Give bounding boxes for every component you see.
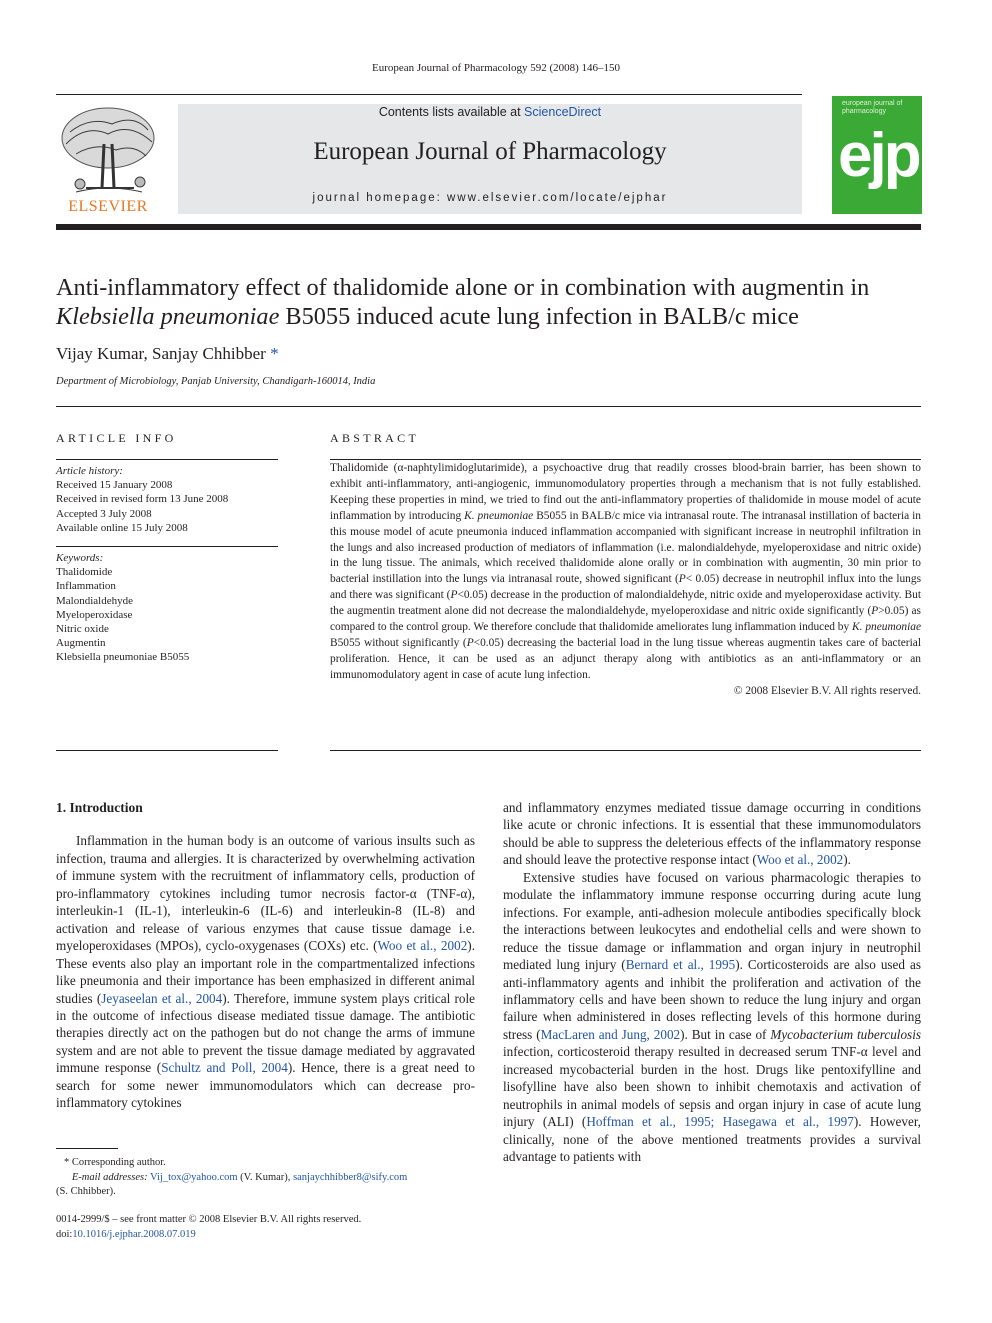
intro-paragraph-3: Extensive studies have focused on various pharmacologic therapies to modulate the inflammatory immune response occurring during acute lung infections. For example, anti-adhesion molecule antibodies specifically block the interactions between leukocytes and endothelial cells and were shown to reduce the tissue damage or inflammation and organ injury in neutrophil mediated lung injury (Bernard et al., 1995). Corticosteroids are also used as anti-inflammatory agents and inhibit the proliferation and activation of the inflammatory cells and have been shown to reduce the lung injury and organ failure when administered in doses reflecting levels of this hormone during stress (MacLaren and Jung, 2002). But in case of Mycobacterium tuberculosis infection, corticosteroid therapy resulted in decreased serum TNF-α level and increased mycobacterial burden in the host. Drugs like pentoxifylline and lisofylline have also been shown to inhibit chemotaxis and activation of neutrophils in animal models of sepsis and organ injury in case of acute lung injury (ALI) (Hoffman et al., 1995; Hasegawa et al., 1997). However, clinically, none of the above mentioned treatments provides a survival advantage to patients with <box>503 869 921 1165</box>
section-heading: 1. Introduction <box>56 800 143 815</box>
article-history: Article history: Received 15 January 2008 Received in revised form 13 June 2008 Accepted 3 July 2008 Available online 15 July 2008 <box>56 464 278 535</box>
keywords: Keywords: Thalidomide Inflammation Malondialdehyde Myeloperoxidase Nitric oxide Augmentin Klebsiella pneumoniae B5055 <box>56 551 278 665</box>
intro-paragraph-1: Inflammation in the human body is an outcome of various insults such as infection, trauma and allergies. It is characterized by overwhelming activation of immune system with the recruitment of inflammatory cells, production of pro-inflammatory cytokines including tumor necrosis factor-α (TNF-α), interleukin-1 (IL-1), interleukin-6 (IL-6) and interleukin-8 (IL-8) and activation and release of various enzymes that cause tissue damage i.e. myeloperoxidases (MPOs), cyclo-oxygenases (COXs) etc. (Woo et al., 2002). These events also play an important role in the compartmentalized infections like pneumonia and their importance has been emphasized in different animal studies (Jeyaseelan et al., 2004). Therefore, immune system plays critical role in the outcome of infectious disease mediated tissue damage. The antibiotic therapies directly act on the pathogen but do not change the arms of immune system and are not able to prevent the tissue damage mediated by aggravated immune response (Schultz and Poll, 2004). Hence, there is a great need to search for some newer immunomodulators which can decrease pro-inflammatory cytokines <box>56 833 475 1111</box>
footnote-rule <box>56 1148 118 1149</box>
article-info-rule <box>56 459 278 460</box>
abstract-bottom-rule <box>330 750 921 751</box>
citation-link[interactable]: Woo et al., 2002 <box>377 938 468 954</box>
abstract-heading: ABSTRACT <box>330 431 420 445</box>
publisher-wordmark: ELSEVIER <box>68 198 148 215</box>
email-link[interactable]: sanjaychhibber8@sify.com <box>293 1171 408 1183</box>
footnotes: * Corresponding author. E-mail addresses: Vij_tox@yahoo.com (V. Kumar), sanjaychhibber8@sify.com (S. Chhibber). <box>56 1157 408 1197</box>
citation-link[interactable]: Hoffman et al., 1995; Hasegawa et al., 1997 <box>586 1114 854 1130</box>
journal-homepage[interactable]: journal homepage: www.elsevier.com/locate/ejphar <box>312 192 668 204</box>
keyword-item: Augmentin <box>56 637 106 650</box>
citation-link[interactable]: Bernard et al., 1995 <box>625 957 736 973</box>
contents-line: Contents lists available at ScienceDirect <box>378 105 602 119</box>
authors: Vijay Kumar, Sanjay Chhibber * <box>56 344 279 363</box>
history-item: Received in revised form 13 June 2008 <box>56 493 229 506</box>
affiliation: Department of Microbiology, Panjab University, Chandigarh-160014, India <box>56 376 376 387</box>
article-title: Anti-inflammatory effect of thalidomide alone or in combination with augmentin in Klebsiella pneumoniae B5055 induced acute lung infection in BALB/c mice <box>56 274 870 330</box>
journal-cover <box>832 96 922 214</box>
intro-column-1 <box>56 799 475 1112</box>
citation-link[interactable]: Jeyaseelan et al., 2004 <box>101 990 223 1006</box>
publisher-logo <box>56 104 160 216</box>
abstract-text: Thalidomide (α-naphtylimidoglutarimide), a psychoactive drug that readily crosses blood-brain barrier, has been shown to exhibit anti-inflammatory, anti-angiogenic, immunomodulatory properties through a mechanism that is not fully established. Keeping these properties in mind, we tried to find out the anti-inflammatory properties of thalidomide in mouse model of acute inflammation by introducing K. pneumoniae B5055 in BALB/c mice via intranasal route. The intranasal instillation of bacteria in this mouse model of acute pneumonia induced inflammation accompanied with significant increase in neutrophil infiltration in the lungs and also increased production of mediators of inflammation (i.e. malondialdehyde, myeloperoxidase and nitric oxide) in the lung tissue. The animals, which received thalidomide alone orally or in combination with augmentin, 30 min prior to bacterial instillation into the lungs via intranasal route, showed significant (P< 0.05) decrease in neutrophil influx into the lungs and there was significant (P<0.05) decrease in the production of malondialdehyde, nitric oxide and myeloperoxidase activity. But the augmentin treatment alone did not decrease the malondialdehyde, myeloperoxidase and nitric oxide significantly (P>0.05) as compared to the control group. We therefore conclude that thalidomide ameliorates lung inflammation induced by K. pneumoniae B5055 without significantly (P<0.05) decreasing the bacterial load in the lung tissue whereas augmentin takes care of bacterial proliferation. Hence, it can be used as an adjunct therapy along with antibiotics as an anti-inflammatory or an immunomodulatory agent in case of acute lung infection. © 2008 Elsevier B.V. All rights reserved. <box>330 461 921 700</box>
intro-paragraph-2: and inflammatory enzymes mediated tissue damage occurring in conditions like acute or chronic infections. It is essential that these immunomodulators should be able to suppress the deleterious effects of the inflammatory response and should leave the protective response intact (Woo et al., 2002). <box>503 800 921 868</box>
keyword-item: Thalidomide <box>56 566 113 579</box>
history-item: Accepted 3 July 2008 <box>56 507 152 520</box>
masthead-rule <box>56 224 921 230</box>
email-link[interactable]: Vij_tox@yahoo.com <box>150 1171 238 1183</box>
keyword-item: Myeloperoxidase <box>56 608 133 621</box>
header-rule <box>56 94 802 95</box>
copyright: © 2008 Elsevier B.V. All rights reserved. <box>733 684 921 697</box>
citation-link[interactable]: MacLaren and Jung, 2002 <box>540 1026 681 1042</box>
journal-banner <box>178 104 802 214</box>
title-rule <box>56 406 921 407</box>
cover-logo: ejp <box>838 121 919 190</box>
cover-title: european journal of pharmacology <box>842 100 903 115</box>
running-head: European Journal of Pharmacology 592 (2008) 146–150 <box>371 62 621 74</box>
doi-link[interactable]: 10.1016/j.ejphar.2008.07.019 <box>72 1228 196 1240</box>
citation-link[interactable]: Woo et al., 2002 <box>756 852 844 868</box>
corresponding-author-mark[interactable]: * <box>270 344 279 363</box>
journal-title: European Journal of Pharmacology <box>313 138 667 165</box>
keyword-item: Malondialdehyde <box>56 594 133 607</box>
info-bottom-rule <box>56 750 278 751</box>
citation-link[interactable]: Schultz and Poll, 2004 <box>161 1060 288 1076</box>
elsevier-tree-icon <box>56 104 160 200</box>
history-item: Available online 15 July 2008 <box>56 521 188 534</box>
keyword-item: Inflammation <box>56 580 116 593</box>
abstract-rule <box>330 459 921 460</box>
intro-column-2 <box>503 799 921 1166</box>
keyword-item: Klebsiella pneumoniae B5055 <box>56 651 190 664</box>
article-info-heading: ARTICLE INFO <box>56 431 177 445</box>
keyword-item: Nitric oxide <box>56 623 109 636</box>
front-matter: 0014-2999/$ – see front matter © 2008 Elsevier B.V. All rights reserved. doi:10.1016/j.ejphar.2008.07.019 <box>56 1214 362 1240</box>
keywords-rule <box>56 546 278 547</box>
sciencedirect-link[interactable]: ScienceDirect <box>524 105 602 119</box>
history-item: Received 15 January 2008 <box>56 479 173 492</box>
